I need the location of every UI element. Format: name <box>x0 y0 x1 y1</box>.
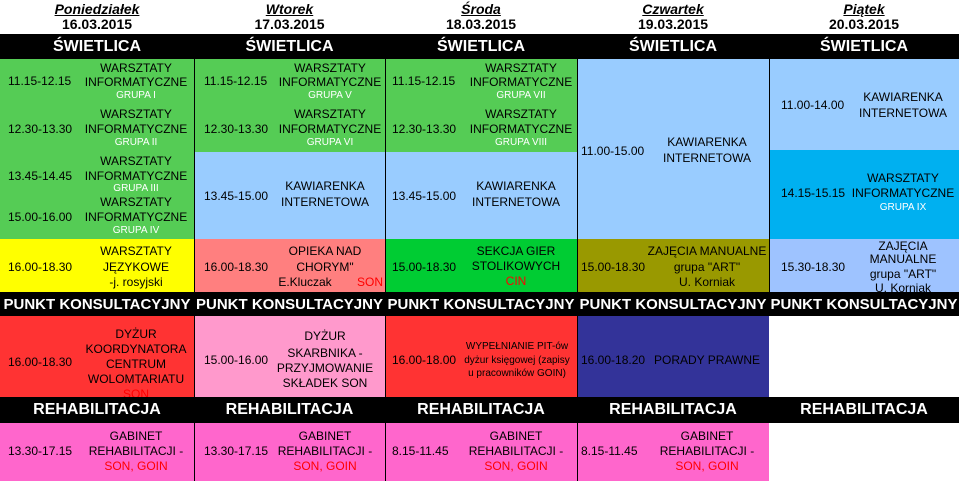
wednesday-workshops <box>385 59 577 152</box>
activity-line: KAWIARENKA <box>285 179 365 193</box>
activity-line: INTERNETOWA <box>280 195 369 209</box>
activity-line: SKŁADEK SON <box>282 376 368 390</box>
activity-line: dyżur księgowej (zapisy <box>464 355 570 366</box>
friday-workshop <box>769 150 959 239</box>
group-label: GRUPA IX <box>879 202 927 213</box>
thursday-cafe <box>577 59 769 239</box>
time-label: 13.45-14.45 <box>8 169 73 183</box>
friday-cafe <box>769 59 959 150</box>
monday-evening <box>0 239 194 292</box>
activity-line: WARSZTATY <box>294 107 366 121</box>
activity-line: WARSZTATY <box>867 171 939 185</box>
time-label: 16.00-18.30 <box>204 260 269 274</box>
time-label: 12.30-13.30 <box>8 122 73 136</box>
activity-line: REHABILITACJI - <box>277 444 373 458</box>
activity-line: INTERNETOWA <box>471 195 560 209</box>
activity-line: WARSZTATY <box>100 244 172 258</box>
activity-line: INFORMATYCZNE <box>278 122 382 136</box>
activity-line: WARSZTATY <box>100 154 172 168</box>
cabinet-fri <box>769 423 959 481</box>
activity-line: GABINET <box>298 429 352 443</box>
time-label: 11.00-15.00 <box>581 144 645 158</box>
activity-line: SON, GOIN <box>293 459 357 473</box>
friday-evening <box>769 239 959 292</box>
punkt-label-fri: PUNKT KONSULTACYJNY <box>770 295 958 313</box>
activity-line: STOLIKOWYCH <box>471 259 561 273</box>
activity-line: grupa "ART" <box>673 260 741 274</box>
activity-line: E.Kluczak <box>278 275 332 289</box>
cabinet-tue <box>194 423 385 481</box>
activity-line: WOLOMTARIATU <box>87 372 185 386</box>
activity-line: WARSZTATY <box>100 195 172 209</box>
time-label: 15.00-18.30 <box>392 260 457 274</box>
time-label: 11.15-12.15 <box>204 74 268 88</box>
time-label: 8.15-11.45 <box>392 444 449 458</box>
time-label: 11.15-12.15 <box>392 74 456 88</box>
group-label: GRUPA V <box>308 90 352 101</box>
activity-line: INFORMATYCZNE <box>851 186 955 200</box>
tuesday-workshops <box>194 59 385 152</box>
activity-line: SON, GOIN <box>484 459 548 473</box>
time-label: 11.15-12.15 <box>8 74 72 88</box>
time-label: 16.00-18.30 <box>8 355 73 369</box>
activity-line: REHABILITACJI - <box>659 444 755 458</box>
activity-line: REHABILITACJI - <box>468 444 564 458</box>
cabinet-mon <box>0 423 194 481</box>
swietlica-label-wed: ŚWIETLICA <box>437 37 525 55</box>
time-label: 12.30-13.30 <box>392 122 457 136</box>
activity-line: INFORMATYCZNE <box>469 75 573 89</box>
activity-line: OPIEKA NAD <box>288 244 362 258</box>
group-label: GRUPA II <box>114 137 158 148</box>
organizer-tag: SON <box>356 275 383 289</box>
time-label: 13.30-17.15 <box>204 444 269 458</box>
activity-line: INFORMATYCZNE <box>469 122 573 136</box>
activity-line: CENTRUM <box>106 357 166 371</box>
activity-line: INTERNETOWA <box>858 106 947 120</box>
group-label: GRUPA VII <box>496 90 546 101</box>
activity-line: grupa "ART" <box>869 267 937 281</box>
tuesday-evening <box>194 239 385 292</box>
activity-line: WARSZTATY <box>294 61 366 75</box>
time-label: 8.15-11.45 <box>581 444 638 458</box>
activity-line: ZAJĘCIA MANUALNE <box>647 244 767 258</box>
swietlica-band <box>0 34 959 59</box>
activity-line: ZAJĘCIA <box>878 239 928 253</box>
activity-line: KAWIARENKA <box>476 179 556 193</box>
day-date-tue: 17.03.2015 <box>254 16 325 32</box>
time-label: 11.00-14.00 <box>781 98 845 112</box>
swietlica-label-mon: ŚWIETLICA <box>53 37 141 55</box>
cabinet-wed <box>385 423 577 481</box>
day-date-thu: 19.03.2015 <box>637 16 709 32</box>
day-date-fri: 20.03.2015 <box>828 16 900 32</box>
rehab-label-fri: REHABILITACJA <box>800 401 928 418</box>
activity-line: U. Korniak <box>678 275 736 289</box>
time-label: 12.30-13.30 <box>204 122 269 136</box>
duty-tue <box>194 316 385 397</box>
activity-line: U. Korniak <box>874 281 932 292</box>
activity-line: WARSZTATY <box>485 107 557 121</box>
activity-line: INFORMATYCZNE <box>84 169 188 183</box>
rehab-label-wed: REHABILITACJA <box>417 401 545 418</box>
day-name-tue: Wtorek <box>265 1 314 17</box>
cabinet-thu <box>577 423 769 481</box>
activity-line: KOORDYNATORA <box>85 342 187 356</box>
activity-line: KAWIARENKA <box>863 90 943 104</box>
group-label: GRUPA VIII <box>494 137 548 148</box>
group-label: GRUPA IV <box>112 225 160 236</box>
swietlica-label-tue: ŚWIETLICA <box>245 37 334 55</box>
activity-line: GABINET <box>680 429 734 443</box>
time-label: 16.00-18.00 <box>392 353 457 367</box>
punkt-label-wed: PUNKT KONSULTACYJNY <box>387 295 575 313</box>
activity-line: DYŻUR <box>304 329 346 343</box>
activity-line: u pracowników GOIN) <box>468 368 566 379</box>
activity-line: JĘZYKOWE <box>102 260 169 274</box>
rehab-label-thu: REHABILITACJA <box>609 401 737 418</box>
activity-line: CHORYM" <box>296 260 354 274</box>
duty-thu <box>577 316 769 397</box>
activity-line: PORADY PRAWNE <box>653 353 761 367</box>
group-label: GRUPA I <box>116 90 156 101</box>
activity-line: KAWIARENKA <box>667 135 747 149</box>
group-label: GRUPA III <box>113 183 159 194</box>
rehab-label-mon: REHABILITACJA <box>33 401 161 418</box>
time-label: 13.45-15.00 <box>204 189 269 203</box>
time-label: 15.00-16.00 <box>204 353 269 367</box>
header-row <box>0 0 959 34</box>
activity-line: GABINET <box>489 429 543 443</box>
rehab-label-tue: REHABILITACJA <box>225 401 354 418</box>
punkt-label-mon: PUNKT KONSULTACYJNY <box>3 295 191 313</box>
time-label: 13.45-15.00 <box>392 189 457 203</box>
activity-line: INFORMATYCZNE <box>84 122 188 136</box>
wednesday-evening <box>385 239 577 292</box>
swietlica-label-fri: ŚWIETLICA <box>820 37 908 55</box>
activity-line: SON, GOIN <box>675 459 739 473</box>
activity-line: PRZYJMOWANIE <box>276 361 374 375</box>
day-date-wed: 18.03.2015 <box>445 16 517 32</box>
activity-line: REHABILITACJI - <box>88 444 184 458</box>
activity-line: INFORMATYCZNE <box>84 210 188 224</box>
activity-line: -j. rosyjski <box>109 275 163 289</box>
duty-fri <box>769 316 959 397</box>
tuesday-cafe <box>194 152 385 239</box>
activity-line: INFORMATYCZNE <box>278 75 382 89</box>
activity-line: DYŻUR <box>115 327 157 341</box>
activity-line: INTERNETOWA <box>662 151 751 165</box>
organizer-tag: SON <box>122 387 149 397</box>
duty-wed <box>385 316 577 397</box>
time-label: 16.00-18.30 <box>8 260 73 274</box>
group-label: GRUPA VI <box>306 137 354 148</box>
time-label: 14.15-15.15 <box>781 186 846 200</box>
day-date-mon: 16.03.2015 <box>61 16 133 32</box>
time-label: 15.00-16.00 <box>8 210 73 224</box>
thursday-evening <box>577 239 769 292</box>
punkt-band <box>0 292 959 316</box>
time-label: 15.30-18.30 <box>781 260 846 274</box>
activity-line: MANUALNE <box>869 252 937 266</box>
day-name-mon: Poniedziałek <box>54 1 140 17</box>
day-name-wed: Środa <box>461 1 501 17</box>
monday-workshops <box>0 59 194 239</box>
wednesday-cafe <box>385 152 577 239</box>
activity-line: WYPEŁNIANIE PIT-ów <box>465 341 569 352</box>
activity-line: INFORMATYCZNE <box>84 75 188 89</box>
duty-mon <box>0 316 194 397</box>
organizer-tag: CIN <box>505 274 527 288</box>
time-label: 15.00-18.30 <box>581 260 646 274</box>
day-name-fri: Piątek <box>843 1 885 17</box>
time-label: 13.30-17.15 <box>8 444 73 458</box>
punkt-label-thu: PUNKT KONSULTACYJNY <box>579 295 767 313</box>
activity-line: WARSZTATY <box>485 61 557 75</box>
activity-line: SKARBNIKA - <box>287 346 363 360</box>
activity-line: GABINET <box>109 429 163 443</box>
rehab-band <box>0 397 959 423</box>
activity-line: SEKCJA GIER <box>476 244 556 258</box>
activity-line: WARSZTATY <box>100 107 172 121</box>
day-name-thu: Czwartek <box>642 1 704 17</box>
activity-line: WARSZTATY <box>100 61 172 75</box>
activity-line: SON, GOIN <box>104 459 168 473</box>
swietlica-label-thu: ŚWIETLICA <box>629 37 717 55</box>
punkt-label-tue: PUNKT KONSULTACYJNY <box>196 295 383 313</box>
time-label: 16.00-18.20 <box>581 353 646 367</box>
